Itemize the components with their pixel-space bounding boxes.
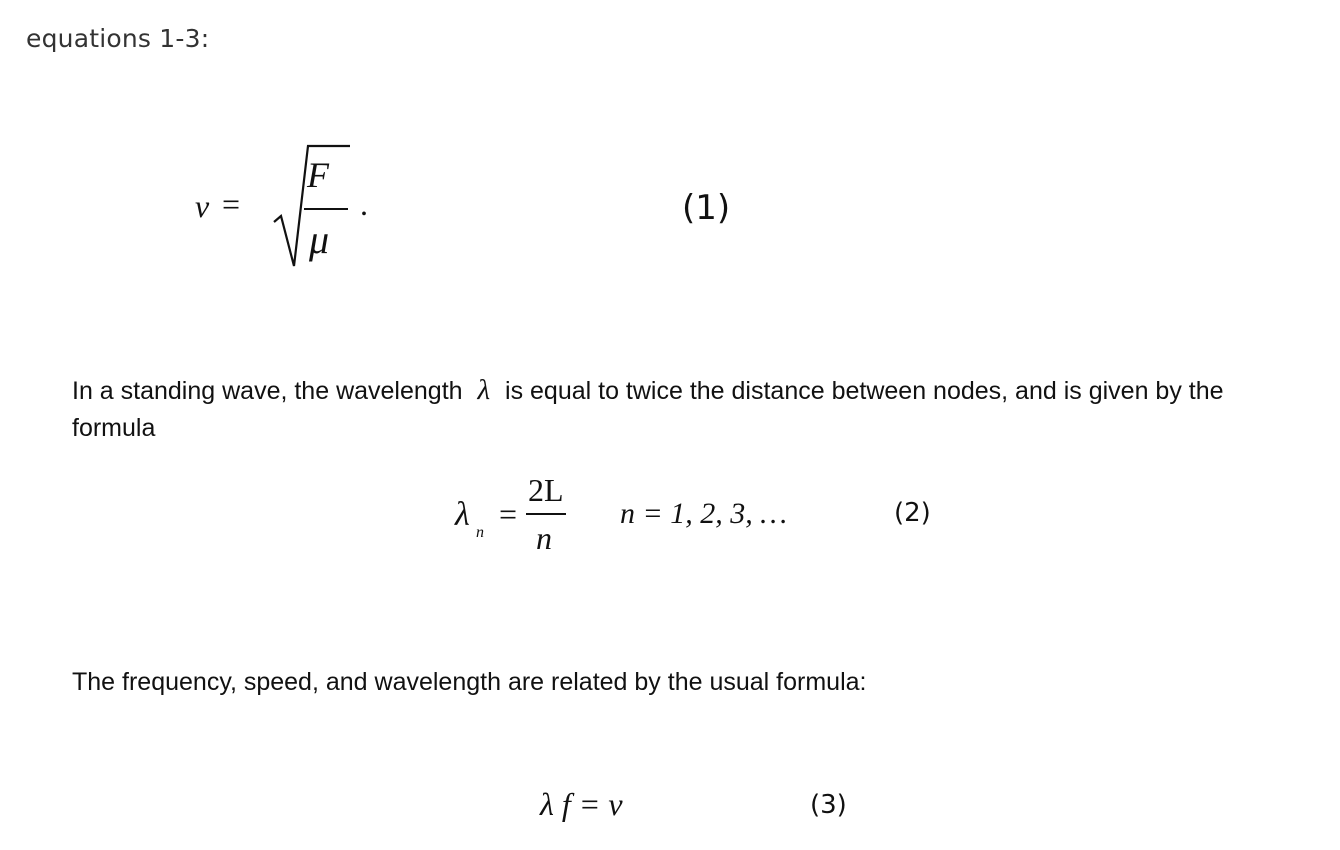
eq3-number: (3)	[810, 790, 847, 820]
eq2-lhs-subscript: n	[476, 524, 484, 541]
eq1-lhs: v	[195, 188, 210, 224]
paragraph-standing-wave	[72, 372, 1332, 447]
equation-1	[0, 0, 1340, 300]
eq1-fraction-bar	[304, 208, 348, 210]
paragraph-line-2: formula	[72, 414, 156, 442]
equation-3	[0, 770, 1340, 840]
eq1-denominator: μ	[309, 217, 330, 262]
eq2-condition: n = 1, 2, 3, …	[620, 497, 787, 530]
paragraph-line-1	[72, 372, 1332, 410]
equation-2	[0, 460, 1340, 570]
eq2-equals: =	[499, 496, 518, 532]
eq2-denominator: n	[536, 520, 552, 556]
lambda-symbol: λ	[477, 374, 491, 406]
eq2-fraction-bar	[526, 513, 566, 515]
page-heading: equations 1-3:	[26, 24, 210, 53]
eq2-lhs: λ	[455, 496, 470, 533]
eq2-numerator-text: 2L	[528, 472, 564, 508]
paragraph-text-before: In a standing wave, the wavelength	[72, 377, 463, 405]
eq3-expression: λ f = v	[540, 786, 623, 822]
paragraph-frequency-relation	[72, 664, 1332, 701]
eq2-numerator	[528, 472, 564, 509]
eq1-numerator: F	[307, 155, 329, 195]
eq2-number: (2)	[894, 498, 931, 528]
eq1-number: (1)	[682, 188, 731, 228]
paragraph-text-after: is equal to twice the distance between nodes, and is given by the	[505, 377, 1224, 405]
eq1-equals: =	[222, 186, 241, 222]
paragraph-2-text: The frequency, speed, and wavelength are related by the usual formula:	[72, 668, 867, 696]
eq1-period: .	[360, 186, 368, 222]
